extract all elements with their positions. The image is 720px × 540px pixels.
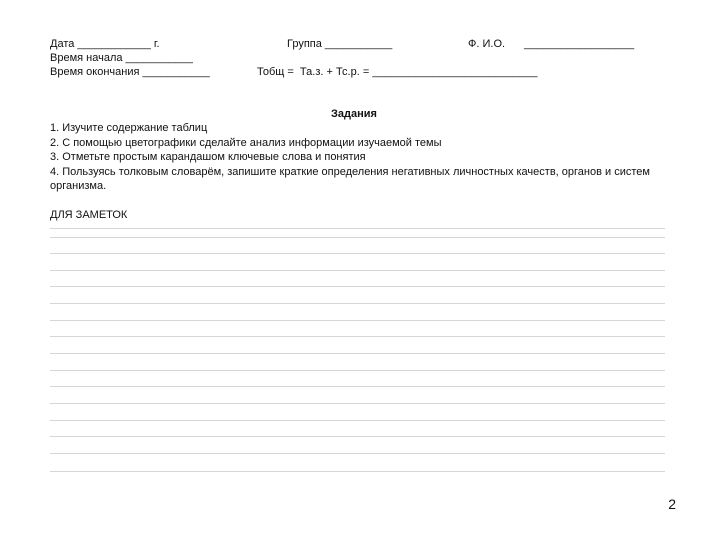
date-field: Дата ____________ г. [50,38,160,50]
note-line [50,353,665,354]
start-time-field: Время начала ___________ [50,52,193,64]
note-line [50,420,665,421]
note-line [50,453,665,454]
note-line [50,386,665,387]
task-list [50,121,670,194]
note-line [50,237,665,238]
name-blank: __________________ [524,38,635,50]
task-item-4: 4. Пользуясь толковым словарём, запишите краткие определения негативных личностных качеств, органов и систем организма. [50,165,650,192]
note-line [50,471,665,472]
note-line [50,320,665,321]
note-line [50,336,665,337]
note-line [50,253,665,254]
note-line [50,403,665,404]
end-time-field: Время окончания ___________ [50,66,210,78]
notes-label: ДЛЯ ЗАМЕТОК [50,209,128,221]
task-item-1: 1. Изучите содержание таблиц [50,122,208,134]
task-item-3: 3. Отметьте простым карандашом ключевые слова и понятия [50,151,366,163]
note-line [50,370,665,371]
name-label: Ф. И.О. [468,38,506,50]
time-formula: Тобщ = Та.з. + Тс.р. = ___________________________ [257,66,538,78]
note-line [50,286,665,287]
notes-area [50,228,665,480]
note-line [50,303,665,304]
page-number: 2 [668,496,676,512]
note-line [50,228,665,229]
group-field: Группа ___________ [287,38,393,50]
note-line [50,270,665,271]
tasks-title: Задания [331,108,377,120]
task-item-2: 2. С помощью цветографики сделайте анализ информации изучаемой темы [50,136,442,149]
note-line [50,436,665,437]
